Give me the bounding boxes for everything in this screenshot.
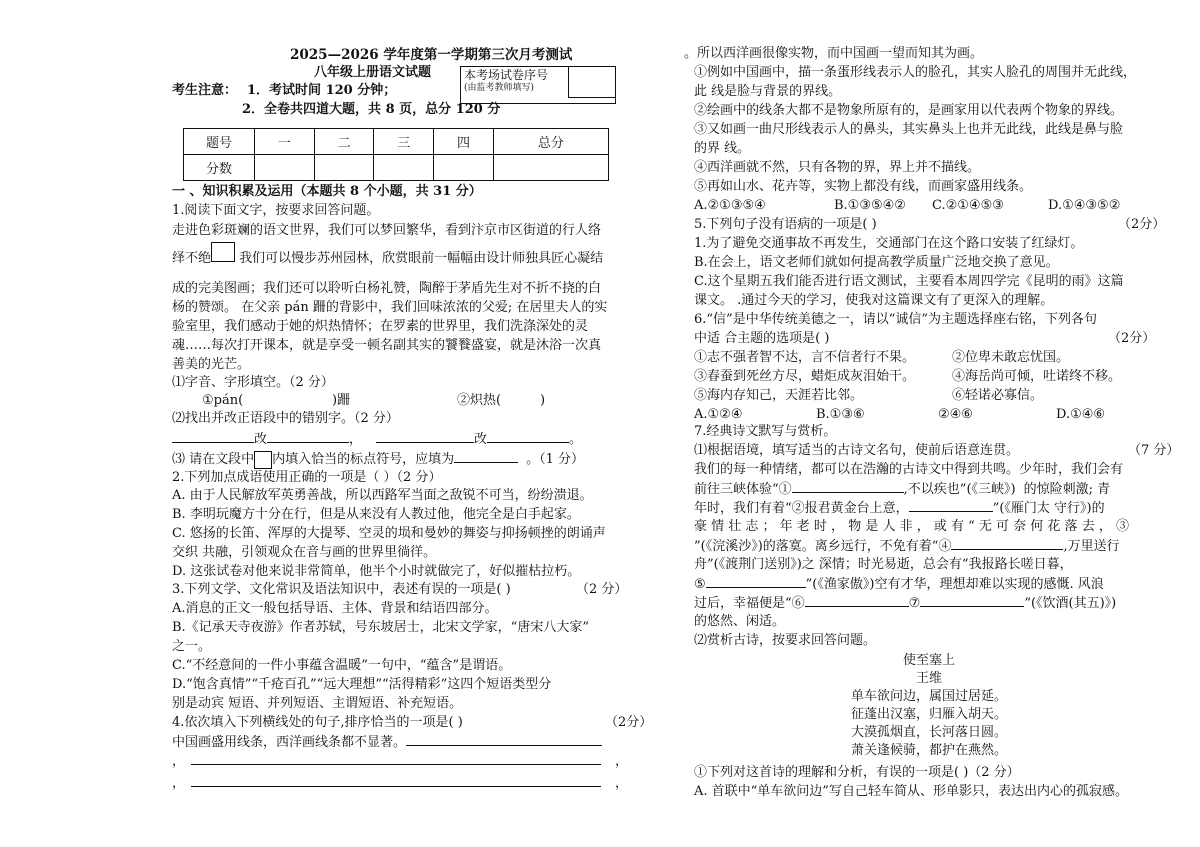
q2: 2.下列加点成语使用正确的一项是（ ）（2 分） [172,470,442,485]
score-cell-label: 题号 [184,129,255,155]
q7-passage [694,594,1116,613]
poem-title: 使至塞上 [902,653,955,668]
q7-1: ⑴根据语境，填写适当的古诗文名句，使前后语意连贯。 [694,443,1020,458]
q1-1-a-close: )跚 [332,393,351,408]
q1-2: ⑵找出并改正语段中的错别字。（2 分） [172,411,399,426]
answer-text: 。（1 分） [526,452,585,467]
q3-option-c: C.“不经意间的一件小事蕴含温暖”一句中，“蕴含”是谓语。 [172,658,512,673]
score-table-score-row [184,155,609,181]
q4-blank-line [172,774,632,793]
serial-number-box [460,66,616,104]
q6-motto: ⑤海内存知己，天涯若比邻。 [694,388,864,403]
score-cell-1: 一 [255,129,315,155]
q4-comma: ， [615,776,629,791]
q4-passage: ②绘画中的线条大都不是物象所原有的，是画家用以代表两个物象的界线。 [694,103,1124,118]
score-input[interactable] [493,155,608,181]
passage-text: 绎不绝 [172,251,212,266]
q7-text: ②报君黄金台上意， [791,501,909,516]
q4-text [172,733,602,752]
exam-subtitle: 八年级上册语文试题 [314,65,432,80]
q4-passage: ③又如画一曲尺形线表示人的鼻头，其实鼻头上也并无此线，此线是鼻与脸 [694,122,1124,137]
q7-text: 过后，幸福便是“⑥ [694,596,805,611]
score-cell-total: 总分 [493,129,608,155]
q6-motto: ②位卑未敢忘忧国。 [952,350,1070,365]
poem-line: 萧关逢候骑，都护在燕然。 [850,743,1007,758]
score-input[interactable] [374,155,434,181]
q5-option: 课文。 .通过今天的学习，使我对这篇课文有了更深入的理解。 [694,293,1054,308]
q7-text: 的惊险刺激; 青 [1023,482,1111,497]
answer-blank[interactable] [805,594,909,607]
q7-text: ”(《渔家傲》)空有才华，理想却难以实现的感慨. 风浪 [805,577,1104,592]
q4-score: （2分） [605,715,653,730]
q7-passage [694,480,1110,499]
q3-option-b-cont: 之一。 [172,639,212,654]
punctuation-box [254,451,272,469]
passage-line: 走进色彩斑斓的语文世界，我们可以梦回繁华，看到汴京市区街道的行人络 [172,223,602,238]
answer-blank[interactable] [909,499,993,512]
q7-text: ,万里送行 [1063,539,1120,554]
q6-motto: ⑥轻诺必寡信。 [952,388,1044,403]
poem-line: 征蓬出汉塞，归雁入胡天。 [850,707,1007,722]
q7-text: 年时，我们有着“ [694,501,792,516]
q6-option[interactable]: A.①②④ [694,407,743,422]
passage-line: 验室里，我们感动于她的炽热情怀；在罗素的世界里，我们洗涤深处的灵 [172,319,589,334]
q1-3 [172,450,584,469]
score-input[interactable] [255,155,315,181]
q1-intro: 1.阅读下面文字，按要求回答问题。 [172,203,380,218]
score-table [183,128,609,181]
passage-line: 魂……每次打开课本，就是享受一顿名副其实的饕餮盛宴，就是沐浴一次真 [172,338,602,353]
q5: 5.下列句子没有语病的一项是( ) [694,217,877,232]
score-input[interactable] [434,155,494,181]
score-table-header-row [184,129,609,155]
q7-text: ”(《浣溪沙》)的落寞。离乡远行，不免有着“④ [694,539,952,554]
q2-option-b: B. 李明玩魔方十分在行，但是从来没有人教过他，他完全是白手起家。 [172,507,580,522]
q4-passage: ④西洋画就不然，只有各物的界，界上并不描线。 [694,160,981,175]
q3-option-a: A.消息的正文一般包括导语、主体、背景和结语四部分。 [172,601,498,616]
q3-option-d: D.“饱含真情”“千疮百孔”“远大理想”“活得精彩”这四个短语类型分 [172,677,552,692]
q4-passage: 的界 线。 [694,141,751,156]
score-row-label: 分数 [184,155,255,181]
q3: 3.下列文学、文化常识及语法知识中，表述有误的一项是( ) [172,582,511,597]
q7-text: ,不以疾也”(《三峡》) [903,482,1016,497]
answer-blank[interactable] [267,430,349,443]
passage-line [172,250,603,268]
q4-option[interactable]: D.①④③⑤② [1048,198,1121,213]
answer-text: ⑶ 请在文段中 [172,452,255,467]
answer-blank[interactable] [376,430,474,443]
answer-blank[interactable] [487,430,569,443]
answer-blank[interactable] [406,733,602,746]
q6-option[interactable]: B.①③⑥ [816,407,865,422]
q7-passage: 我们的每一种情绪，都可以在浩瀚的古诗文中得到共鸣。少年时，我们会有 [694,462,1124,477]
answer-blank[interactable] [191,752,601,765]
q4-passage: 此 线是脸与背景的界线。 [694,84,842,99]
poem-line: 单车欲问边，属国过居延。 [850,689,1007,704]
q1-1-b-open: ②炽热( [457,393,502,408]
score-cell-2: 二 [314,129,374,155]
answer-text: 内填入恰当的标点符号，应填为 [272,452,455,467]
q6-option[interactable]: D.①④⑥ [1056,407,1106,422]
q2-option-a: A. 由于人民解放军英勇善战，所以西路军当面之敌锐不可当，纷纷溃退。 [172,488,593,503]
q1-1: ⑴字音、字形填空。（2 分） [172,375,334,390]
exam-title: 2025—2026 学年度第一学期第三次月考测试 [290,47,573,63]
q7-1-score: （7 分） [1128,443,1180,458]
answer-text: ， [349,432,363,447]
q7-passage [694,575,1104,594]
poem-author: 王维 [915,671,942,686]
q7-2: ⑵赏析古诗，按要求回答问题。 [694,633,877,648]
q7-text: 前往三峡体验“ [694,482,779,497]
answer-text: 改 [474,432,488,447]
q4-option[interactable]: C.②①④⑤③ [932,198,1004,213]
q1-1-a-open: ①pán( [202,393,244,408]
q2-option-d: D. 这张试卷对他来说非常简单，他半个小时就做完了，好似摧枯拉朽。 [172,564,581,579]
q4-passage: ①例如中国画中，描一条蛋形线表示人的脸孔，其实人脸孔的周围并无此线， [694,65,1137,80]
q6-motto: ④海岳尚可倾，吐诺终不移。 [952,369,1122,384]
answer-blank[interactable] [191,774,601,787]
serial-box-note: (由监考教师填写) [464,83,535,93]
q5-option: C.这个星期五我们能否进行语文测试，主要看本周四学完《昆明的雨》这篇 [694,274,1124,289]
q5-option: B.在会上，语文老师们就如何提高教学质量广泛地交换了意见。 [694,255,1059,270]
q6-score: （2分） [1108,331,1156,346]
q3-option-b: B.《记承天寺夜游》作者苏轼，号东坡居士，北宋文学家，“唐宋八大家” [172,620,589,635]
score-cell-4: 四 [434,129,494,155]
q2-option-c-cont: 交织 共融，引领观众在音与画的世界里徜徉。 [172,545,437,560]
passage-text: 我们可以慢步苏州园林，欣赏眼前一幅幅由设计师独具匠心凝结 [235,251,604,266]
punctuation-box[interactable] [211,242,235,262]
q4-passage: ⑤再如山水、花卉等，实物上都没有线，而画家盛用线条。 [694,179,1033,194]
q4-comma: ， [615,754,629,769]
q6: 6.“信”是中华传统美德之一，请以“诚信”为主题选择座右铭，下列各句 [694,312,1097,327]
q4-comma: ， [172,754,186,769]
serial-number-field[interactable] [568,66,616,98]
q4-blank-line [172,752,632,771]
q7-passage [694,499,1105,518]
passage-line: 杨的赞颂。 在父亲 pán 跚的背影中，我们回味浓浓的父爱; 在居里夫人的实 [172,300,608,315]
q7-text: ① [778,482,792,497]
q2-option-c: C. 悠扬的长笛、浑厚的大提琴、空灵的埙和曼妙的舞姿与抑扬顿挫的朗诵声 [172,526,606,541]
q7-text: ⑦ [908,596,921,611]
answer-blank[interactable] [706,575,806,588]
poem [674,652,1184,760]
score-input[interactable] [314,155,374,181]
q1-1-b-close: ) [540,393,546,408]
q6-motto: ③春蚕到死丝方尽，蜡炬成灰泪始干。 [694,369,916,384]
passage-line: 成的完美图画；我们还可以聆听白杨礼赞，陶醉于茅盾先生对不折不挠的白 [172,281,602,296]
q7-text: ”(《雁门太 守行》)的 [992,501,1105,516]
section-1-heading: 一 、知识积累及运用（本题共 8 个小题，共 31 分） [172,184,482,199]
q7-text: ⑤ [694,577,706,592]
answer-text: 。 [569,432,583,447]
q7-text: ”(《饮酒(其五)》) [1024,596,1117,611]
answer-blank[interactable] [454,450,518,463]
notice-2: 2．全卷共四道大题，共 8 页，总分 120 分 [242,102,501,117]
q7-2-option-a: A. 首联中“单车欲问边”写自己轻车简从、形单影只，表达出内心的孤寂感。 [694,784,1128,799]
q7-passage [694,537,1120,556]
q4: 4.依次填入下列横线处的句子,排序恰当的一项是( ) [172,715,463,730]
answer-text: 改 [254,432,268,447]
q4-stem: 中国画盛用线条，西洋画线条都不显著。 [172,735,407,750]
q6-option[interactable]: ②④⑥ [938,407,973,422]
q7-2-1: ①下列对这首诗的理解和分析，有误的一项是( )（2 分） [694,765,1020,780]
q5-score: （2分） [1118,217,1166,232]
answer-blank[interactable] [951,537,1063,550]
q1-2-answer-line [172,430,582,449]
q7-passage: 的悠然、闲适。 [694,614,786,629]
answer-blank[interactable] [920,594,1024,607]
score-cell-3: 三 [374,129,434,155]
q4-option[interactable]: B.①③⑤④② [834,198,906,213]
q7-passage: 舟”(《渡荆门送别》)之 深情；时光易逝，总会有“我报路长嗟日暮， [694,557,1073,572]
q7-passage: 豪 情 壮 志 ； 年 老 时 ， 物 是 人 非 ， 或 有 “ 无 可 奈 何 花 落 去 ， ③ [694,519,1129,534]
q4-passage: 。所以西洋画很像实物，而中国画一望而知其为画。 [684,46,984,61]
poem-line: 大漠孤烟直，长河落日圆。 [850,725,1007,740]
serial-box-label: 本考场试卷序号 [464,68,549,82]
q3-option-d-cont: 别是动宾 短语、并列短语、主谓短语、补充短语。 [172,696,463,711]
q5-option: 1.为了避免交通事故不再发生，交通部门在这个路口安装了红绿灯。 [694,236,1084,251]
answer-blank[interactable] [792,480,904,493]
q6-cont: 中适 合主题的选项是( ) [694,331,830,346]
notice-1: 1．考试时间 120 分钟； [247,83,397,98]
notice-label: 考生注意： [172,83,238,98]
q6-motto: ①志不强者智不达，言不信者行不果。 [694,350,916,365]
q3-score: （2 分） [576,582,628,597]
passage-line: 善美的光芒。 [172,357,251,372]
answer-blank[interactable] [172,430,254,443]
q4-option[interactable]: A.②①③⑤④ [694,198,766,213]
q7: 7.经典诗文默写与赏析。 [694,424,837,439]
q4-comma: ， [172,776,186,791]
